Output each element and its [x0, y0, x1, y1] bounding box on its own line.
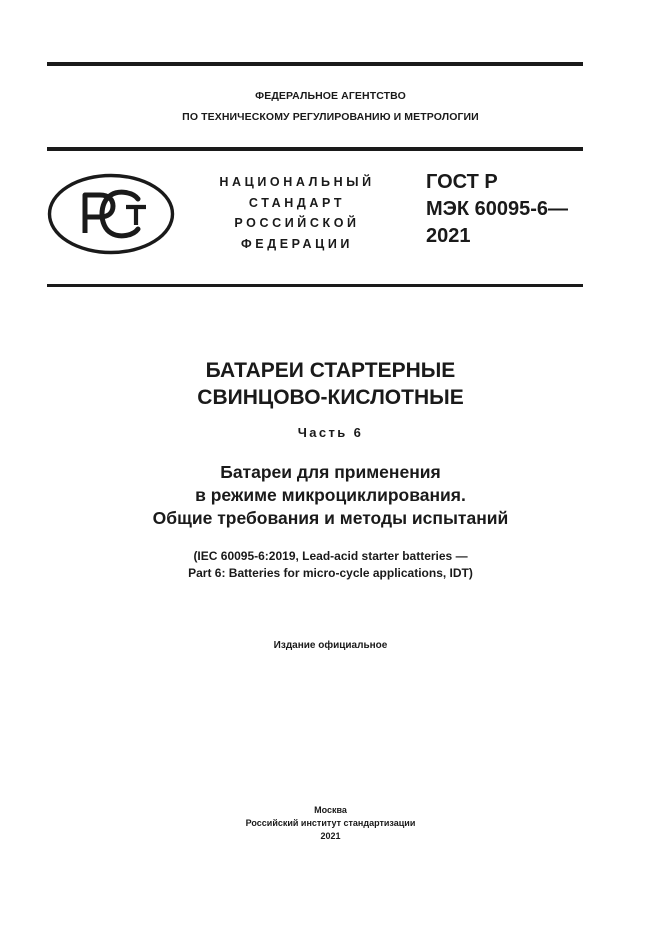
title-line: СВИНЦОВО-КИСЛОТНЫЕ [197, 386, 464, 409]
imprint-publisher: Российский институт стандартизации [245, 818, 416, 828]
national-standard-line: НАЦИОНАЛЬНЫЙ [219, 175, 375, 189]
part-label: Часть 6 [297, 425, 364, 440]
designation-line: ГОСТ Р [426, 171, 498, 193]
iec-reference [0, 548, 661, 581]
iec-reference-line: Part 6: Batteries for micro-cycle applications, IDT) [188, 565, 473, 580]
document-title [0, 357, 661, 411]
top-rule [47, 62, 583, 66]
subtitle-line: Общие требования и методы испытаний [152, 508, 509, 528]
subtitle-line: в режиме микроциклирования. [195, 485, 466, 505]
agency-line-1: ФЕДЕРАЛЬНОЕ АГЕНТСТВО [255, 90, 406, 102]
designation-line: МЭК 60095-6— [426, 198, 569, 220]
agency-line-2: ПО ТЕХНИЧЕСКОМУ РЕГУЛИРОВАНИЮ И МЕТРОЛОГИИ [182, 111, 479, 123]
header-rule [47, 147, 583, 151]
imprint [0, 804, 661, 843]
designation-line: 2021 [426, 225, 471, 247]
national-standard-line: СТАНДАРТ [248, 195, 346, 210]
national-standard-line: ФЕДЕРАЦИИ [240, 236, 353, 251]
national-standard-label [197, 172, 397, 254]
title-line: БАТАРЕИ СТАРТЕРНЫЕ [205, 359, 456, 382]
imprint-year: 2021 [320, 831, 341, 841]
imprint-city: Москва [314, 805, 347, 815]
national-standard-line: РОССИЙСКОЙ [234, 216, 360, 230]
subtitle-line: Батареи для применения [220, 462, 441, 482]
gost-r-certification-emblem-icon [47, 173, 175, 255]
standard-designation [426, 169, 568, 250]
header-bottom-rule [47, 284, 583, 287]
document-subtitle [0, 461, 661, 530]
iec-reference-line: (IEC 60095-6:2019, Lead-acid starter batteries — [193, 549, 468, 563]
edition-label: Издание официальное [273, 640, 388, 651]
